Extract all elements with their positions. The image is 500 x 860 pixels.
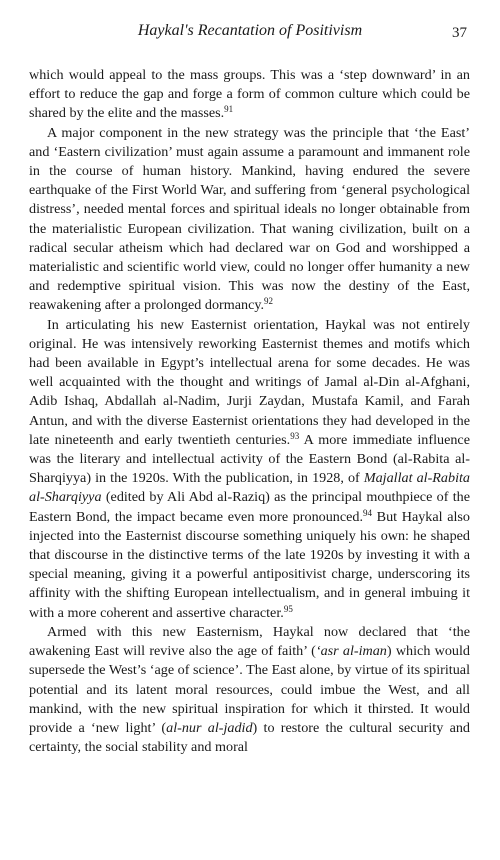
body-text	[29, 66, 470, 757]
paragraph: Armed with this new Easternism, Haykal now declared that ‘the awakening East will revive also the age of faith’ (‘asr al-iman) which would supersede the West’s ‘age of science’. The East alone, by virtue of its spiritual potential and its latent moral resources, could imbue the West, and all mankind, with the new spiritual inspiration for which it thirsted. It would provide a ‘new light’ (al-nur al-jadid) to restore the cultural security and certainty, the social stability and moral	[29, 623, 470, 756]
paragraph: A major component in the new strategy was the principle that ‘the East’ and ‘Eastern civilization’ must again assume a paramount and immanent role in the course of human history. Mankind, having endured the severe earthquake of the First World War, and suffering from ‘general psychological distress’, needed mental forces and spiritual ideals no longer obtainable from the materialistic European civilization. That waning civilization, built on a radical secular atheism which had declared war on God and worshipped a materialistic and scientific world view, could no longer offer humanity a new and redemptive spiritual vision. This was now the destiny of the East, reawakening after a prolonged dormancy.$^{92}$	[29, 124, 470, 314]
paragraph: In articulating his new Easternist orientation, Haykal was not entirely original. He was intensively reworking Easternist themes and motifs which had been available in Egypt’s intellectual arena for some decades. He was well acquainted with the thought and writings of Jamal al-Din al-Afghani, Adib Ishaq, Abdallah al-Nadim, Jurji Zaydan, Mustafa Kamil, and Farah Antun, and with the diverse Easternist orientations they had developed in the late nineteenth and early twentieth centuries.$^{93}$ A more immediate influence was the literary and intellectual activity of the Eastern Bond (al-Rabita al-Sharqiyya) in the 1920s. With the publication, in 1928, of Majallat al-Rabita al-Sharqiyya (edited by Ali Abd al-Raziq) as the principal mouthpiece of the Eastern Bond, the impact became even more pronounced.$^{94}$ But Haykal also injected into the Easternist discourse something uniquely his own: he shaped that discourse in the distinctive terms of the late 1920s by investing it with a special meaning, giving it a powerful antipositivist charge, underscoring its affinity with the shifting European intellectualism, and in general imbuing it with a more coherent and assertive character.$^{95}$	[29, 316, 471, 621]
paragraph: which would appeal to the mass groups. This was a ‘step downward’ in an effort to reduce the gap and forge a form of common culture which could be shared by the elite and the masses.$^{91}$	[29, 67, 470, 122]
running-head	[0, 22, 500, 46]
page-number: 37	[452, 25, 467, 41]
running-title: Haykal's Recantation of Positivism	[137, 22, 363, 39]
